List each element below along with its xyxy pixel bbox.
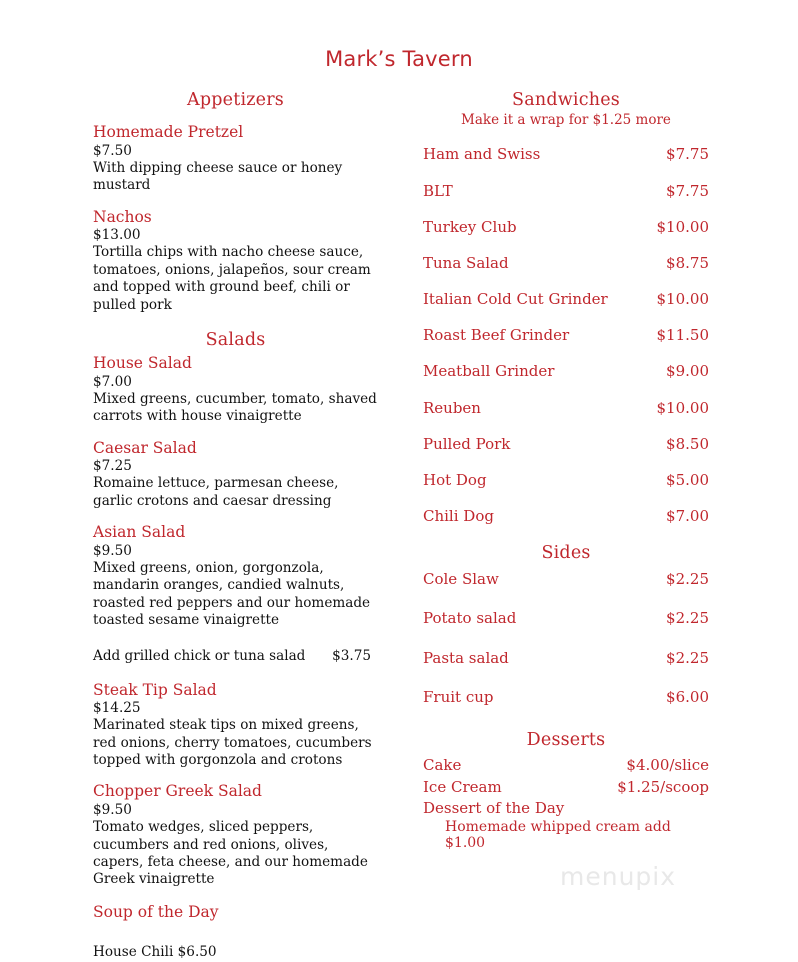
menupix-watermark: menupix bbox=[560, 862, 677, 891]
desserts-list bbox=[423, 756, 709, 851]
menu-item-name: Asian Salad bbox=[93, 523, 186, 542]
menu-item bbox=[93, 123, 378, 195]
menu-item-description: Mixed greens, onion, gorgonzola, mandarin oranges, candied walnuts, roasted red peppers and our homemade toasted sesame vinaigrette bbox=[93, 559, 371, 629]
right-column bbox=[423, 90, 709, 851]
menu-item bbox=[93, 208, 378, 314]
section-heading-sandwiches: Sandwiches bbox=[512, 90, 620, 110]
menu-item-price: $4.00/slice bbox=[626, 756, 709, 775]
menu-item-price: $5.00 bbox=[666, 471, 709, 489]
menu-item-row bbox=[423, 362, 709, 380]
page-title: Mark’s Tavern bbox=[325, 47, 473, 71]
menu-item-name: Pulled Pork bbox=[423, 434, 511, 453]
menu-item-row bbox=[423, 435, 709, 453]
sandwiches-subheading: Make it a wrap for $1.25 more bbox=[461, 112, 671, 129]
menu-item-price: $2.25 bbox=[666, 609, 709, 627]
section-heading-appetizers: Appetizers bbox=[187, 90, 284, 110]
menu-item-name: Chopper Greek Salad bbox=[93, 782, 262, 801]
left-column bbox=[93, 90, 378, 960]
menu-item-row bbox=[423, 609, 709, 627]
menu-item-price: $9.00 bbox=[666, 362, 709, 381]
section-heading-sides: Sides bbox=[541, 543, 591, 564]
menu-item-price: $2.25 bbox=[666, 648, 709, 667]
dessert-note: Homemade whipped cream add $1.00 bbox=[445, 819, 671, 852]
menu-item-name: Meatball Grinder bbox=[423, 362, 555, 381]
menu-item-price: $10.00 bbox=[656, 290, 709, 309]
menu-item bbox=[93, 681, 378, 770]
menu-item-name: Caesar Salad bbox=[93, 438, 197, 457]
menu-item-price: $7.50 bbox=[93, 142, 132, 159]
menu-item bbox=[93, 523, 378, 629]
menu-item-name: Fruit cup bbox=[423, 688, 494, 706]
sandwiches-list bbox=[423, 145, 709, 525]
section-heading-soup: Soup of the Day bbox=[93, 902, 219, 921]
menu-item-price: $14.25 bbox=[93, 699, 141, 716]
menu-item-price: $7.00 bbox=[93, 373, 132, 390]
menu-item-name: House Salad bbox=[93, 354, 192, 373]
menu-item-description: Mixed greens, cucumber, tomato, shaved carrots with house vinaigrette bbox=[93, 390, 377, 425]
menu-item-row bbox=[423, 507, 709, 525]
menu-item-price: $1.25/scoop bbox=[617, 777, 709, 796]
menu-item-name: Potato salad bbox=[423, 609, 517, 627]
menu-item-description: Romaine lettuce, parmesan cheese, garlic crotons and caesar dressing bbox=[93, 475, 339, 509]
soup-line: House Chili $6.50 bbox=[93, 944, 217, 961]
menu-item-row bbox=[423, 778, 709, 796]
menu-item-row bbox=[423, 326, 709, 344]
section-heading-salads: Salads bbox=[205, 330, 266, 350]
menu-item-name: Chili Dog bbox=[423, 507, 494, 526]
menu-item-price: $9.50 bbox=[93, 801, 132, 818]
menu-item-row bbox=[423, 290, 709, 308]
menu-item-name: Reuben bbox=[423, 398, 481, 417]
menu-item-price: $10.00 bbox=[656, 217, 709, 236]
menu-item-description: Tomato wedges, sliced peppers, cucumbers and red onions, olives, capers, feta cheese, and our homemade Greek vinaigrette bbox=[93, 819, 368, 888]
menu-item-price: $10.00 bbox=[656, 398, 709, 417]
menu-item-name: Roast Beef Grinder bbox=[423, 326, 570, 345]
menu-item-row bbox=[423, 471, 709, 489]
menu-item-name: Hot Dog bbox=[423, 471, 487, 489]
menu-item-price: $7.00 bbox=[666, 507, 709, 526]
menu-item bbox=[93, 782, 378, 888]
menu-item-name: Homemade Pretzel bbox=[93, 123, 244, 142]
salad-addon-label: Add grilled chick or tuna salad bbox=[93, 647, 306, 664]
menu-item-row bbox=[423, 145, 709, 163]
menu-item-name: Italian Cold Cut Grinder bbox=[423, 290, 608, 309]
menu-item-price: $7.75 bbox=[666, 181, 709, 200]
menu-item-price: $7.75 bbox=[666, 145, 709, 164]
menu-item-row bbox=[423, 399, 709, 417]
menu-item-description: Marinated steak tips on mixed greens, red onions, cherry tomatoes, cucumbers topped with gorgonzola and crotons bbox=[93, 717, 372, 769]
sides-list bbox=[423, 570, 709, 707]
menu-item-description: Tortilla chips with nacho cheese sauce, tomatoes, onions, jalapeños, sour cream and topped with ground beef, chili or pulled pork bbox=[93, 244, 371, 313]
menu-item-price: $7.25 bbox=[93, 458, 132, 475]
menu-item-row bbox=[423, 218, 709, 236]
menu-item-price: $8.50 bbox=[666, 434, 709, 453]
menu-item-name: Pasta salad bbox=[423, 648, 509, 667]
salad-addon-row bbox=[93, 648, 371, 664]
menu-item-price: $13.00 bbox=[93, 227, 141, 244]
menu-item-name: Steak Tip Salad bbox=[93, 680, 217, 699]
menu-item-row bbox=[423, 182, 709, 200]
menu-item-name: BLT bbox=[423, 181, 453, 200]
menu-item-price: $8.75 bbox=[666, 253, 709, 272]
menu-item-name: Nachos bbox=[93, 207, 152, 226]
menu-item-name: Ham and Swiss bbox=[423, 145, 541, 164]
menu-item-name: Cake bbox=[423, 756, 462, 775]
menu-item-price: $2.25 bbox=[666, 569, 709, 588]
menu-item-description: With dipping cheese sauce or honey mustard bbox=[93, 159, 343, 194]
menu-item-row bbox=[423, 756, 709, 774]
menu-item-price: $6.00 bbox=[666, 688, 709, 706]
salad-addon-price: $3.75 bbox=[332, 647, 371, 664]
section-heading-desserts: Desserts bbox=[526, 730, 606, 750]
menu-item-price: $11.50 bbox=[656, 326, 709, 345]
menu-item-name: Cole Slaw bbox=[423, 569, 499, 588]
menu-item-name: Tuna Salad bbox=[423, 253, 509, 272]
menu-item-row bbox=[423, 688, 709, 706]
menu-item-row bbox=[423, 254, 709, 272]
menu-item-name: Turkey Club bbox=[423, 217, 517, 236]
menu-item-row bbox=[423, 649, 709, 667]
menu-item-price: $9.50 bbox=[93, 542, 132, 559]
menu-item-row bbox=[423, 570, 709, 588]
menu-item bbox=[93, 354, 378, 426]
menu-item bbox=[93, 439, 378, 511]
menu-item-name: Ice Cream bbox=[423, 777, 502, 796]
dessert-of-the-day: Dessert of the Day bbox=[423, 799, 565, 818]
